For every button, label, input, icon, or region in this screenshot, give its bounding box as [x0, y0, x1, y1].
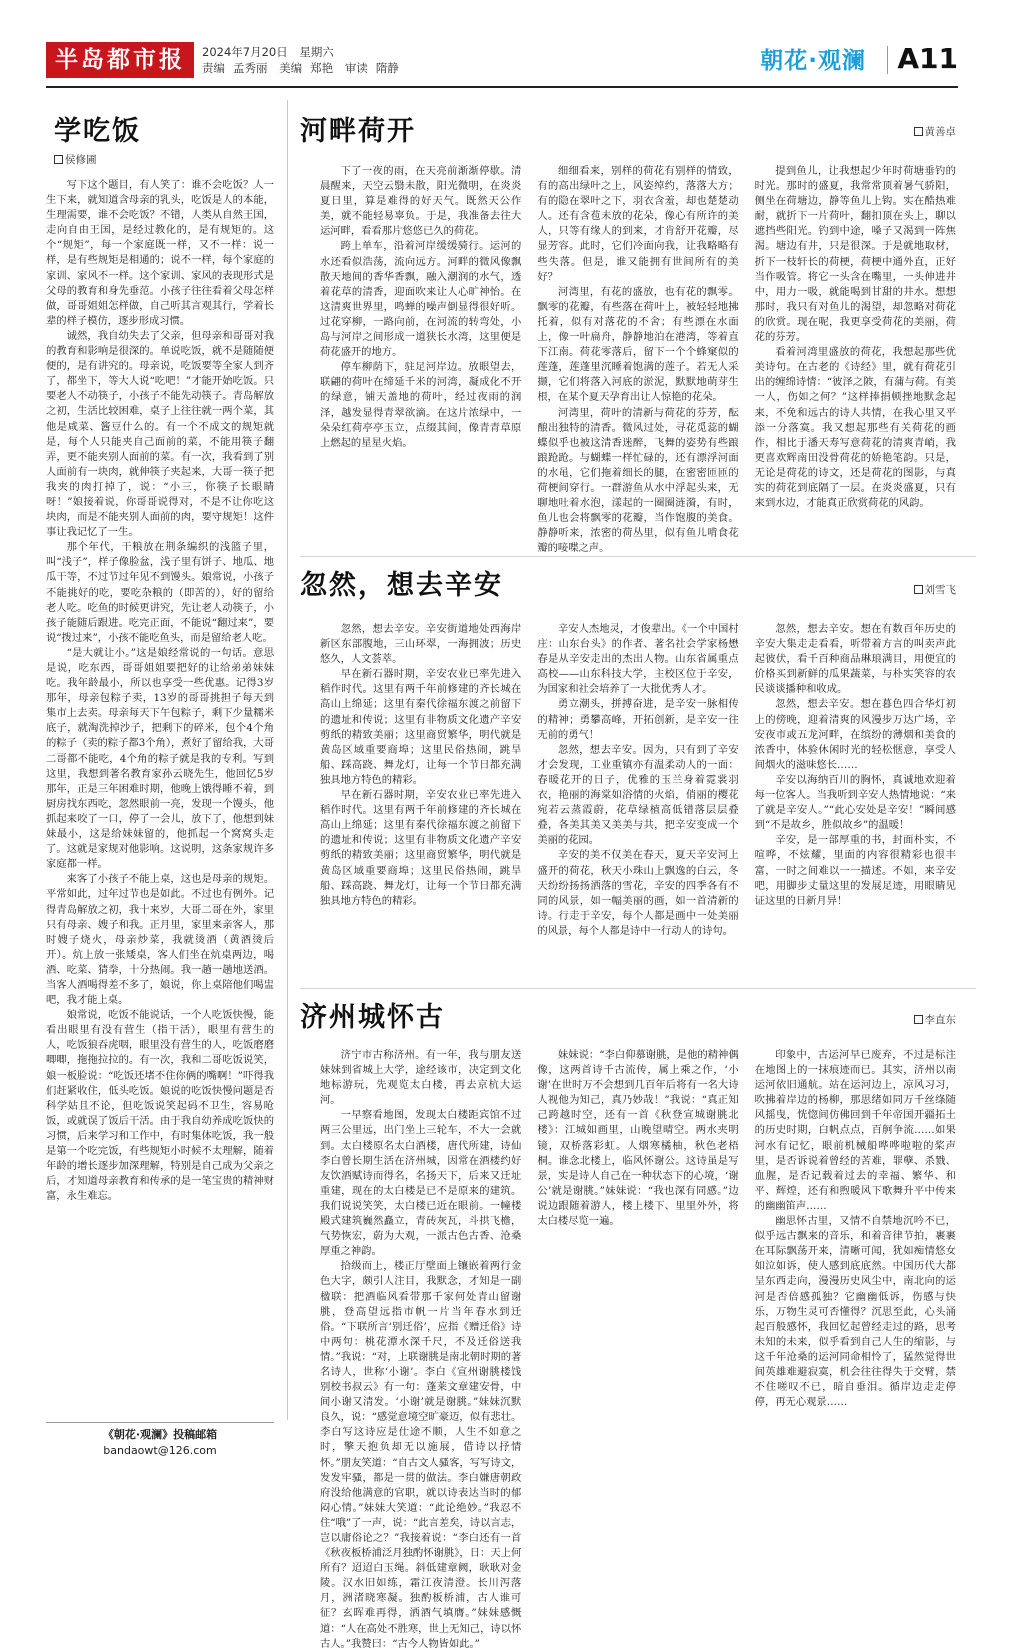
article-separator [300, 988, 976, 989]
article-title: 学吃饭 [54, 116, 141, 147]
paragraph: 早在新石器时期，辛安农业已率先进入稻作时代。这里有两千年前修建的齐长城在高山上绵延；这里有秦代徐福东渡之前留下的遗址和传说；这里有非物质文化遗产辛安剪纸的精致美丽；这里商贸繁华，明代就是黄岛区域重要商埠；这里民俗热闹，跳旱船、踩高跷、舞龙灯，让每一个节日都充满独具地方特色的精彩。 [320, 668, 522, 786]
paragraph: 提到鱼儿，让我想起少年时荷塘垂钓的时光。那时的盛夏，我常常顶着暑气骄阳，侧坐在荷塘边，静等鱼儿上钩。实在酷热难耐，就折下一片荷叶，翻扣顶在头上，聊以遮挡些阳光。钓到中途，嗓子又渴到一阵焦渴。塘边有井，只是很深。于是就地取材，折下一枝轩长的荷梗，荷梗中通外直，正好当作吸管。将它一头含在嘴里，一头伸进井中，用力一吸，就能喝到甘甜的井水。想想那时，我只有对鱼儿的渴望，却忽略对荷花的欣赏。现在呢，我更享受荷花的美丽，荷花的芬芳。 [754, 165, 956, 344]
article-column [755, 164, 956, 548]
proofreader-label: 审读 [344, 61, 368, 75]
paragraph: 幽思怀古里，又情不自禁地沉吟不已，似乎远古飘来的音乐，和着音律节拍，裹裹在耳际飘荡开来，清晰可闻，犹如痴情悠女如泣如诉，使人感到底底然。中国历代大都呈东西走向，漫漫历史风尘中，南北向的运河是否倍感孤独？它幽幽低诉，伤感与快乐，万物生灵可否懂得？沉思至此，心头涌起百般感怀，我回忆起曾经走过的路，思考未知的未来，似乎看到自己人生的缩影，与这千年沧桑的运河同命相怜了，猛然觉得世间英雄难避寂寞，机会往往得失于交臂，禁不住嗟叹不已，暗自垂泪。循岸边走走停停，再无心观景…… [754, 1215, 956, 1409]
paragraph: 妹妹说：“李白仰慕谢朓，是他的精神偶像，这两首诗千古流传，属上乘之作，‘小谢’在世时万不会想到几百年后将有一名大诗人视他为知己，真乃妙哉！”我说：“真正知己跨越时空，还有一首《秋登宣城谢朓北楼》：江城如画里，山晚望晴空。两水夹明镜，双桥落彩虹。人烟寒橘柚，秋色老梧桐。谁念北楼上，临风怀谢公。这诗虽是写景，实是诗人自己在一种状态下的心境，‘谢公’就是谢朓。”妹妹说：“我也深有同感。”边说边跟随着游人，楼上楼下、里里外外，将太白楼尽览一遍。 [537, 1049, 739, 1228]
article-column [320, 164, 521, 548]
paragraph: 看着河湾里盛放的荷花，我想起那些优美诗句。在古老的《诗经》里，就有荷花引出的缠绵诗情：“彼泽之陂，有蒲与荷。有美一人，伤如之何？”这样捧捐顿挫地默念起来，不免和远古的诗人共情，在我心里又平添一分落寞。我又想起那些有关荷花的画作，相比于潘天寿写意荷花的清爽青峭，我更喜欢辉南田没骨荷花的娇艳笔韵。只是，无论是荷花的诗文，还是荷花的图影，与真实的荷花到底隔了一层。在炎炎盛夏，只有来到水边，才能真正欣赏荷花的风韵。 [754, 346, 956, 510]
article-lotus [300, 100, 976, 555]
column-divider [287, 100, 288, 1420]
art-editor-name: 郑艳 [310, 61, 334, 75]
paragraph: 辛安的美不仅美在春天，夏天辛安河上盛开的荷花，秋天小珠山上飘逸的白云，冬天纷纷扬扬洒落的雪花，辛安的四季各有不同的风景，如一幅美丽的画，如一首清新的诗。行走于辛安，每个人都是画中一处美丽的风景，每个人都是诗中一行动人的诗句。 [537, 849, 739, 937]
mailbox-title: 《朝花·观澜》投稿邮箱 [102, 1428, 218, 1441]
article-column [755, 622, 956, 974]
paragraph: 勇立潮头，拼搏奋进，是辛安一脉相传的精神；勇攀高峰，开拓创新，是辛安一往无前的勇气！ [537, 698, 739, 741]
proofreader-name: 隋静 [375, 61, 399, 75]
paragraph: 忽然，想去辛安。辛安街道地处西海岸新区东部腹地，三山环翠，一海拥波；历史悠久，人文荟萃。 [320, 623, 522, 666]
paragraph: 诚然，我自幼失去了父亲，但母亲和哥哥对我的教育和影响是很深的。单说吃饭，就不是随随便便的，是有讲究的。母亲说，吃饭要等全家人到齐了，都坐下，等大人说“吃吧！”才能开始吃饭。只要老人不动筷子，小孩子不能先动筷子。青岛解放之初，生活比较困难，桌子上往往就一两个菜，其他是咸菜、酱豆什么的。有一个不成文的规矩就是，每个人只能夹自己面前的菜，不能用筷子翻弄，更不能夹别人面前的菜。有一次，我看到了别人面前有一块肉，就伸筷子夹起来，大哥一筷子把我夹的肉打掉了，说：“小三，你筷子长眼睛呀！”娘接着说，你哥哥说得对，不是不让你吃这块肉，而是不能夹别人面前的肉，要守规矩！这件事让我记忆了一生。 [46, 329, 274, 539]
article-column [320, 1048, 522, 1650]
paragraph: 早在新石器时期，辛安农业已率先进入稻作时代。这里有两千年前修建的齐长城在高山上绵延；这里有秦代徐福东渡之前留下的遗址和传说；这里有非物质文化遗产辛安剪纸的精致美丽；这里商贸繁华，明代就是黄岛区域重要商埠；这里民俗热闹，跳旱船、踩高跷、舞龙灯，让每一个节日都充满独具地方特色的精彩。 [320, 789, 522, 907]
article-title: 忽然，想去辛安 [300, 570, 503, 601]
article-column [755, 1048, 956, 1476]
paragraph: 忽然，想去辛安。因为，只有到了辛安才会发现，工业重镇亦有温柔动人的一面：春暖花开的日子，优雅的玉兰身着霓裳羽衣，艳丽的海棠如浴情的火焰，俏丽的樱花宛若云蒸霞蔚，花草绿植高低错落层层叠叠，各美其美又美美与共，把辛安变成一个美丽的花园。 [537, 743, 739, 847]
paragraph: 辛安，是一部厚重的书，封面朴实，不喧哗，不炫耀，里面的内容很精彩也很丰富，一时之间难以一一描述。不如，来辛安吧，用脚步丈量这里的发展足迹，用眼睛见证这里的日新月异！ [754, 834, 956, 907]
editor-label: 责编 [202, 61, 225, 75]
paragraph: 来客了小孩子不能上桌，这也是母亲的规矩。平常如此，过年过节也是如此。不过也有例外。记得青岛解放之初，我十来岁，大哥二哥在外，家里只有母亲、嫂子和我。正月里，家里来亲客人，那时嫂子烧火，母亲炒菜，我就烫酒（黄酒烫后开）。炕上放一张矮桌，客人们坐在炕桌两边，喝酒、吃菜、猜拳，十分热闹。我一趟一趟地送酒。当客人酒喝得差不多了，娘说，你上桌陪他们喝盅吧，我才能上桌。 [46, 873, 274, 1007]
article-column [537, 1048, 738, 1476]
issue-weekday: 星期六 [299, 45, 334, 59]
article-eat [46, 100, 274, 1415]
paragraph: 跨上单车，沿着河岸缓缓骑行。运河的水还看似浩荡，流向远方。河畔的微风像飘散天地间的香华香飘，融入潮润的水气，透着花草的清香，迎面吹来让人心旷神怡。在这清爽世界里，鸣蝉的噪声倒显得很好听。过花穿柳，一路向前，在河流的转弯处，小岛与河岸之间形成一道狭长水湾，这里便是荷花盛开的地方。 [320, 240, 522, 359]
paragraph: 辛安以海纳百川的胸怀，真诚地欢迎着每一位客人。当我听到辛安人热情地说：“来了就是辛安人。”“此心安处是辛安！”瞬间感到“不是故乡，胜似故乡”的温暖！ [754, 773, 956, 832]
article-jizhou [300, 994, 976, 1650]
paragraph: 河湾里，荷叶的清新与荷花的芬芳，酝酿出独特的清香。微风过处，寻花觅蕊的蝴蝶似乎也被这清香迷醉，飞舞的姿势有些踉踉跄跄。与蝴蝶一样忙碌的，还有漂浮河面的水黾，它们拖着细长的腿，在密密匝匝的荷梗间穿行。一群游鱼从水中浮起头来，无聊地吐着水泡，漾起的一圈圈涟漪，有时，鱼儿也会将飘零的花瓣，当作饱腹的美食。静静听来，浓密的荷丛里，似有鱼儿啃食花瓣的唼喋之声。 [537, 406, 739, 555]
article-author: 黄善卓 [914, 124, 957, 139]
editor-name: 孟秀丽 [233, 61, 268, 75]
paragraph: 济宁市古称济州。有一年，我与朋友送妹妹到省城上大学，途经该市，决定到文化地标游玩，先观览太白楼，再去京杭大运河。 [320, 1049, 522, 1107]
issue-info [202, 44, 407, 76]
submission-mailbox [46, 1422, 274, 1459]
newspaper-masthead: 半岛都市报 [46, 42, 194, 78]
article-title: 河畔荷开 [300, 116, 416, 147]
paragraph: 细细看来，别样的荷花有别样的情致，有的高出绿叶之上，风姿绰约，落落大方；有的隐在翠叶之下，羽衣含羞，却也楚楚动人。还有含苞未放的花朵，像心有所许的美人，只等有缘人的到来，才肯舒开花瓣，尽显芳容。此时，它们冷面向我，让我略略有些失落。但是，谁又能拥有世间所有的美好？ [537, 165, 739, 283]
article-xinan [300, 562, 976, 982]
article-body [46, 178, 274, 1415]
article-title: 济州城怀古 [300, 1002, 445, 1033]
article-column [46, 178, 274, 1415]
mailbox-email[interactable]: bandaowt@126.com [103, 1444, 217, 1457]
art-editor-label: 美编 [279, 61, 303, 75]
paragraph: “是大就让小。”这是娘经常说的一句话。意思是说，吃东西，哥哥姐姐要把好的让给弟弟妹妹吃。我年龄最小，所以也享受一些优惠。记得3岁那年，母亲包粽子卖，13岁的哥哥挑担子每天到集市上去卖。母亲每天下午包粽子，剩下少量糯米底子，就淘洗掉沙子，把剩下的碎米，包个4个角的粽子（卖的粽子都3个角），煮好了留给我，大哥二哥都不能吃，4个角的粽子就是我的专利。写到这里，我想到著名教育家孙云晓先生，他回忆5岁那年，正是三年困难时期，他晚上饿得睡不着，到厨房找东西吃，忽然眼前一亮，发现一个馒头，他抓起来咬了一口，停了一会儿，放下了，他想到妹妹最小，这是给妹妹留的，他抓起一个窝窝头走了。这就是家规对他影响。这说明，这条家规许多家庭都一样。 [46, 646, 274, 871]
article-body [320, 164, 956, 555]
page-number: A11 [897, 42, 958, 75]
article-author: 李直东 [914, 1012, 957, 1027]
article-column [320, 622, 521, 974]
paragraph: 下了一夜的雨，在天亮前渐渐停歇。清晨醒来，天空云翳未散，阳光微明，在炎炎夏日里，算是难得的好天气。既然天公作美，就不能轻易辜负。于是，我准备去往大运河畔，看看那片悠悠已久的荷花。 [320, 165, 522, 238]
paragraph: 印象中，古运河早已废弃，不过是标注在地图上的一抹痕迹而已。其实，济州以南运河依旧通航。站在运河边上，凉风习习，吹拂着岸边的杨柳，那思绪如同万千丝绦随风摇曳，恍惚间仿佛回到千年帝国开疆拓土的历史时期，白帆点点，百舸争流……如果河水有记忆，眼前机械船哗哗啦啦的桨声里，是否诉说着曾经的苦难，罪孽、杀戮、血腥，是否记载着过去的幸福、繁华、和平、辉煌，还有和煦暖风下歌舞升平中传来的幽幽笛声…… [754, 1049, 956, 1212]
issue-date: 2024年7月20日 [202, 45, 288, 59]
paragraph: 写下这个题目，有人笑了：谁不会吃饭？人一生下来，就知道含母亲的乳头，吃饭是人的本能，生理需要，谁不会吃饭？不错，人类从自然王国，走向自由王国，是经过教化的，是有规矩的。这个“规矩”，每一个家庭既一样，又不一样：说一样，是有些规矩是相通的；说不一样，每个家庭的家训、家风不一样。这个家训、家风的表现形式是父母的教育和身先垂范。小孩子往往看着父母怎样做，哥哥姐姐怎样做，自己听其言观其行，学着长辈的样子模仿，逐步形成习惯。 [46, 179, 274, 327]
article-column [537, 622, 738, 974]
article-column [537, 164, 739, 555]
paragraph: 停车柳荫下，驻足河岸边。放眼望去，联翩的荷叶在缔延千米的河湾，凝成化不开的绿意，铺天盖地的荷叶，经过夜雨的润泽，越发显得青翠欲滴。在这片浓绿中，一朵朵红荷亭亭玉立，点缀其间，像青青草原上燃起的星星火焰。 [320, 361, 522, 449]
paragraph: 忽然，想去辛安。想在有数百年历史的辛安大集走走看看，听带着方言的叫卖声此起彼伏，看千百种商品琳琅满目，用便宜的价格买到新鲜的瓜果蔬菜，与朴实笑容的农民谈谈播种和收成。 [754, 623, 956, 696]
article-body [320, 622, 956, 974]
article-author: 侯修圃 [54, 152, 97, 167]
paragraph: 忽然，想去辛安。想在暮色四合华灯初上的傍晚，迎着清爽的风漫步万达广场，辛安夜市或五龙河畔，在缤纷的薄烟和美食的浓香中，体验休闲时光的轻松惬意，享受人间烟火的滋味悠长…… [754, 698, 956, 771]
paragraph: 拾级而上，楼正厅壁面上镶嵌着两行金色大字，颇引人注目，我默念，才知是一副楹联：把酒临风看带那千家何处青山留谢朓，登高望远指市帆一片当年春水到迁俗。“下联所言‘别迁俗’，应指《赠迁俗》诗中两句：桃花潭水深千尺，不及迁俗送我情。”我说：“对，上联谢朓是南北朝时期的著名诗人，世称‘小谢’。李白《宣州谢朓楼饯别校书叔云》有一句：蓬莱文章建安骨，中间小谢又清发。‘小谢’就是谢朓。”妹妹沉默良久，说：“感觉意境空旷豪迈，似有悲壮。李白写这诗应是仕途不顺，人生不如意之时，擎天抱负却无以施展，借诗以抒情怀。”朋友笑道：“自古文人骚客，写写诗文，发发牢骚，都是一贯的做法。李白嫌唐朝政府没给他满意的官职，就以诗表达当时的郁闷心情。”妹妹大笑道：“此论绝妙。”我忍不住“哦”了一声，说：“此言差矣，诗以言志，岂以庸俗论之？”我接着说：“李白还有一首《秋夜板桥浦泛月独酌怀谢朓》，日：天上何所有？迢迢白玉绳。斜低建章阙，耿耿对金陵。汉水旧如练，霜江夜清澄。长川泻落月，洲渚晓寒凝。独酌板桥浦，古人谁可征？玄晖难再得，洒酒气填膺。”妹妹感慨道：“人在高处不胜寒，世上无知己，诗以怀古人。”我赞曰：“古今人物皆如此。” [320, 1260, 522, 1650]
article-separator [300, 556, 976, 557]
article-body [320, 1048, 956, 1650]
header-rule [46, 86, 958, 88]
paragraph: 娘常说，吃饭不能说话，一个人吃饭快慢，能看出眼里有没有营生（指干活），眼里有营生的人，吃饭狼吞虎咽，眼里没有营生的人，吃饭磨磨唧唧，拖拖拉拉的。有一次，我和二哥吃饭说笑，娘一板脸说：“吃饭还堵不住你俩的嘴啊！”吓得我们赶紧收住，低头吃饭。娘说的吃饭快慢问题是否科学姑且不论，但吃饭说笑起码不卫生，容易呛饭，或就误了饭后干活。由于我自幼养成吃饭快的习惯，后来学习和工作中，有时集体吃饭，我一般是第一个吃完饭，有些规矩小时候不太理解，随着年龄的增长逐步加深理解，特别是自己成为父亲之后，才知道母亲教育和传承的是一笔宝贵的精神财富，永生难忘。 [46, 1009, 274, 1203]
paragraph: 那个年代，干粮放在荆条编织的浅篮子里，叫“浅子”，样子像脸盆，浅子里有饼子、地瓜、地瓜干等，不过节过年见不到馒头。娘常说，小孩子不能挑好的吃，要吃杂粮的（即苦的），好的留给老人吃。吃鱼的时候更讲究，先让老人动筷子，小孩子能随后跟进。吃完正面，不能说“翻过来”，要说“拨过来”，小孩不能吃鱼头，而是留给老人吃。 [46, 541, 274, 644]
paragraph: 河湾里，有花的盛放，也有花的飘零。飘零的花瓣，有些落在荷叶上，被轻轻地拂托着，似有对落花的不舍；有些漂在水面上，像一叶扁舟，静静地泊在港湾，等着直下江南。荷花零落后，留下一个个蜂窠似的莲蓬，莲蓬里沉睡着饱满的莲子。若无人采撷，它们将落入河底的淤泥，默默地萌芽生根，在某个夏天孕育出让人惊艳的花朵。 [537, 285, 739, 404]
header-separator [887, 46, 888, 74]
paragraph: 辛安人杰地灵，才俊辈出。《一个中国村庄：山东台头》的作者、著名社会学家杨懋春是从辛安走出的杰出人物。山东省属重点高校——山东科技大学，主校区位于辛安，为国家和社会培养了一大批优秀人才。 [537, 623, 739, 696]
article-author: 刘雪飞 [914, 582, 957, 597]
section-name: 朝花·观澜 [760, 48, 866, 74]
paragraph: 一早察看地图，发现太白楼距宾馆不过两三公里远，出门坐上三轮车，不大一会就到。太白楼原名太白酒楼，唐代所建，诗仙李白曾长期生活在济州城，因常在酒楼约好友饮酒赋诗而得名，名扬天下，后来又迁址重建，现在的太白楼是已不是原来的建筑。我们说说笑笑，太白楼已近在眼前。一幢楼殿式建筑巍然矗立，青砖灰瓦，斗拱飞檐，气势恢宏，蔚为大观，一派古色古香、沧桑厚重之神韵。 [320, 1109, 522, 1258]
